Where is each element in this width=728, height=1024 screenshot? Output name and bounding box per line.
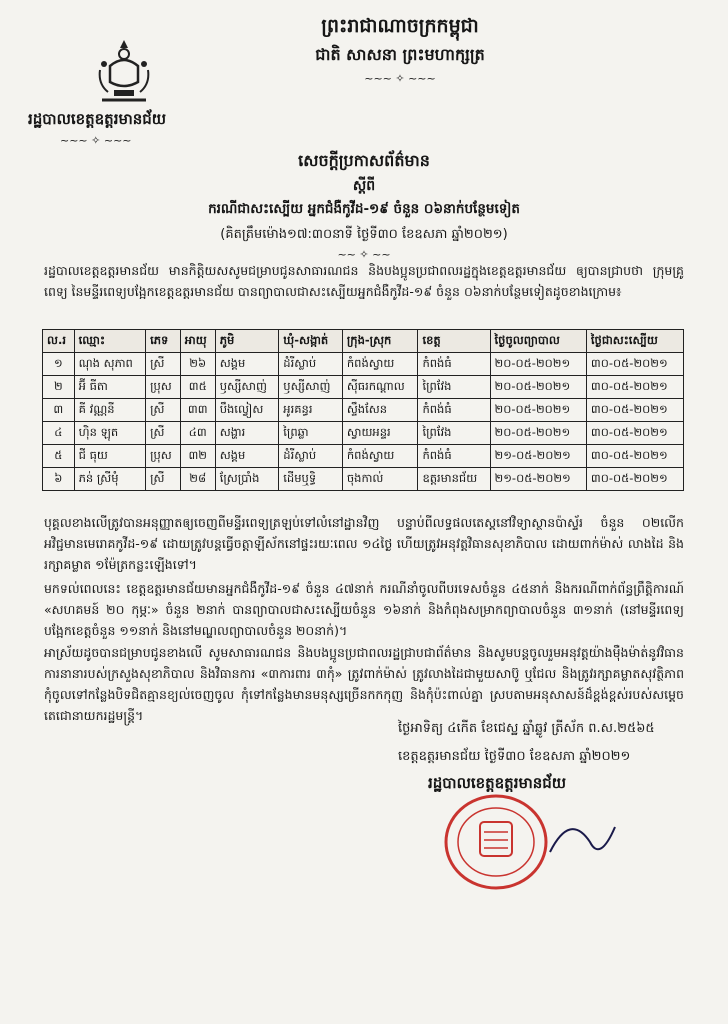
document-date-range: (គិតត្រឹមម៉ោង១៧:៣០នាទី ថ្ងៃទី៣០ ខែឧសភា ឆ្នាំ២០២១): [220, 227, 508, 242]
table-cell: អូរគន្ធរ: [279, 399, 343, 422]
col-header: ល.រ: [43, 330, 75, 353]
col-header: ឃុំ-សង្កាត់: [279, 330, 343, 353]
table-cell: ៦: [43, 468, 75, 491]
table-cell: ស្រី: [146, 468, 181, 491]
table-cell: ព្រៃឆ្លា: [279, 422, 343, 445]
table-cell: ២៨: [180, 468, 215, 491]
col-header: ខេត្ត: [418, 330, 490, 353]
col-header: ថ្ងៃជាសះស្បើយ: [586, 330, 683, 353]
royal-emblem-icon: [88, 36, 160, 108]
table-cell: កំពង់ស្វាយ: [342, 445, 418, 468]
col-header: ភេទ: [146, 330, 181, 353]
table-cell: ២៦: [180, 353, 215, 376]
col-header: ឈ្មោះ: [74, 330, 145, 353]
table-cell: បឹងល្វៀស: [215, 399, 279, 422]
table-cell: ២០-០៥-២០២១: [490, 422, 586, 445]
col-header: ក្រុង-ស្រុក: [342, 330, 418, 353]
lunar-date: ថ្ងៃអាទិត្យ ៤កើត ខែជេស្ឋ ឆ្នាំឆ្លូវ ត្រីស័ក ព.ស.២៥៦៥: [398, 721, 655, 736]
table-cell: ៣២: [180, 445, 215, 468]
issuing-office: រដ្ឋបាលខេត្តឧត្តរមានជ័យ: [28, 110, 167, 128]
table-cell: ៥: [43, 445, 75, 468]
table-cell: កំពង់ធំ: [418, 399, 490, 422]
table-cell: ស៊ីធរកណ្តាល: [342, 376, 418, 399]
table-cell: ២: [43, 376, 75, 399]
table-cell: ៣៣: [180, 399, 215, 422]
table-cell: ដំរីស្លាប់: [279, 445, 343, 468]
header-ornament: ~~~ ✧ ~~~: [364, 72, 436, 85]
table-cell: ព្រៃវែង: [418, 422, 490, 445]
col-header: អាយុ: [180, 330, 215, 353]
discharge-paragraph: បុគ្គលខាងលើត្រូវបានអនុញ្ញាតឲ្យចេញពីមន្ទីរពេទ្យត្រឡប់ទៅលំនៅដ្ឋានវិញ បន្ទាប់ពីលទ្ធផលតេស្តនៅវិទ្យាស្ថានប៉ាស្ទ័រ ចំនួន ០២លើក អវិជ្ជមានមេរោគកូវីដ-១៩ ដោយត្រូវបន្តធ្វើចត្តាឡីស័កនៅផ្ទះរយៈពេល ១៤ថ្ងៃ ហើយត្រូវអនុវត្តវិធានសុខាភិបាល ដោយពាក់ម៉ាស់ លាងដៃ និងរក្សាគម្លាត ១ម៉ែត្រកន្លះឡើងទៅ។: [44, 515, 684, 572]
table-cell: ស្ទឹងសែន: [342, 399, 418, 422]
signing-office: រដ្ឋបាលខេត្តឧត្តរមានជ័យ: [428, 774, 567, 792]
document-title: សេចក្តីប្រកាសព័ត៌មាន: [298, 151, 430, 170]
table-cell: ឫស្សីសាញ់: [215, 376, 279, 399]
table-cell: ២០-០៥-២០២១: [490, 376, 586, 399]
document-subject: ករណីជាសះស្បើយ អ្នកជំងឺកូវីដ-១៩ ចំនួន ០៦នាក់បន្ថែមទៀត: [208, 201, 520, 217]
table-cell: កំពង់ស្វាយ: [342, 353, 418, 376]
motto-heading: ជាតិ សាសនា ព្រះមហាក្សត្រ: [315, 45, 485, 64]
table-cell: សង្គម: [215, 353, 279, 376]
table-cell: កំពង់ធំ: [418, 353, 490, 376]
table-cell: ប្រុស: [146, 445, 181, 468]
table-cell: ឫស្សីសាញ់: [279, 376, 343, 399]
table-cell: ៤៣: [180, 422, 215, 445]
table-cell: ៣០-០៥-២០២១: [586, 422, 683, 445]
table-cell: សង្គម: [215, 445, 279, 468]
table-cell: ៤: [43, 422, 75, 445]
table-cell: ជី ធុយ: [74, 445, 145, 468]
table-cell: ១: [43, 353, 75, 376]
title-ornament: ~~ ✧ ~~: [337, 248, 391, 261]
document-about: ស្តីពី: [352, 178, 376, 194]
table-cell: ៣០-០៥-២០២១: [586, 399, 683, 422]
table-row: [43, 445, 684, 468]
table-cell: ស្រែប្រាំង: [215, 468, 279, 491]
table-cell: ៣០-០៥-២០២១: [586, 445, 683, 468]
table-cell: សង្ហារ: [215, 422, 279, 445]
table-cell: ២០-០៥-២០២១: [490, 353, 586, 376]
table-cell: ដើមឬទ្ធិ: [279, 468, 343, 491]
table-cell: ស្រី: [146, 353, 181, 376]
table-cell: ៣០-០៥-២០២១: [586, 376, 683, 399]
table-row: [43, 353, 684, 376]
intro-paragraph: រដ្ឋបាលខេត្តឧត្តរមានជ័យ មានកិត្តិយសសូមជម្រាបជូនសាធារណជន និងបងប្អូនប្រជាពលរដ្ឋក្នុងខេត្តឧត្តរមានជ័យ ឲ្យបានជ្រាបថា ក្រុមគ្រូពេទ្យ នៃមន្ទីរពេទ្យបង្អែកខេត្តឧត្តរមានជ័យ បានព្យាបាលជាសះស្បើយអ្នកជំងឺកូវីដ-១៩ ចំនួន ០៦នាក់បន្ថែមទៀតដូចខាងក្រោម៖: [44, 263, 684, 299]
official-seal-icon: [440, 792, 630, 892]
table-cell: ៣: [43, 399, 75, 422]
office-ornament: ~~~ ✧ ~~~: [60, 134, 132, 147]
table-cell: ២០-០៥-២០២១: [490, 399, 586, 422]
table-cell: អ៊ី ធីតា: [74, 376, 145, 399]
table-cell: ស្រី: [146, 399, 181, 422]
table-cell: កំពង់ធំ: [418, 445, 490, 468]
col-header: ថ្ងៃចូលព្យាបាល: [490, 330, 586, 353]
table-cell: ព្រៃវែង: [418, 376, 490, 399]
table-cell: ២១-០៥-២០២១: [490, 468, 586, 491]
table-cell: ៣០-០៥-២០២១: [586, 468, 683, 491]
table-cell: ប្រុស: [146, 376, 181, 399]
table-cell: ដំរីស្លាប់: [279, 353, 343, 376]
col-header: ភូមិ: [215, 330, 279, 353]
statistics-paragraph: មកទល់ពេលនេះ ខេត្តឧត្តរមានជ័យមានអ្នកជំងឺកូវីដ-១៩ ចំនួន ៤៧នាក់ ករណីនាំចូលពីបរទេសចំនួន ៤៥នាក់ និងករណីពាក់ព័ន្ធព្រឹត្តិការណ៍ «សហគមន៍ ២០ កុម្ភៈ» ចំនួន ២នាក់ បានព្យាបាលជាសះស្បើយចំនួន ១៦នាក់ និងកំពុងសម្រាកព្យាបាលចំនួន ៣១នាក់ (នៅមន្ទីរពេទ្យបង្អែកខេត្តចំនួន ១១នាក់ និងនៅមណ្ឌលព្យាបាលចំនួន ២០នាក់)។: [44, 581, 684, 638]
table-row: [43, 376, 684, 399]
solar-date: ខេត្តឧត្តរមានជ័យ ថ្ងៃទី៣០ ខែឧសភា ឆ្នាំ២០២១: [398, 749, 631, 764]
kingdom-heading: ព្រះរាជាណាចក្រកម្ពុជា: [321, 15, 479, 37]
table-cell: ភន់ ស្រីមុំ: [74, 468, 145, 491]
table-cell: ចុងកាល់: [342, 468, 418, 491]
table-cell: គី វណ្ណនី: [74, 399, 145, 422]
table-row: [43, 422, 684, 445]
table-header-row: [43, 330, 684, 353]
table-cell: ឧត្តរមានជ័យ: [418, 468, 490, 491]
table-cell: ២១-០៥-២០២១: [490, 445, 586, 468]
table-row: [43, 399, 684, 422]
table-cell: ហ៊ិន ឡុត: [74, 422, 145, 445]
table-cell: ស្វាយអន្ទរ: [342, 422, 418, 445]
table-cell: ៣០-០៥-២០២១: [586, 353, 683, 376]
table-cell: ស្រី: [146, 422, 181, 445]
table-row: [43, 468, 684, 491]
advice-paragraph: អាស្រ័យដូចបានជម្រាបជូនខាងលើ សូមសាធារណជន និងបងប្អូនប្រជាពលរដ្ឋជ្រាបជាព័ត៌មាន និងសូមបន្តចូលរួមអនុវត្តយ៉ាងម៉ឺងម៉ាត់នូវវិធានការនានារបស់ក្រសួងសុខាភិបាល និងវិធានការ «៣ការពារ ៣កុំ» ត្រូវពាក់ម៉ាស់ ត្រូវលាងដៃជាមួយសាប៊ូ ឬជែល និងត្រូវរក្សាគម្លាតសុវត្ថិភាព កុំចូលទៅកន្លែងបិទជិតគ្មានខ្យល់ចេញចូល កុំទៅកន្លែងមានមនុស្សច្រើនកកកុញ និងកុំប៉ះពាល់គ្នា ស្របតាមអនុសាសន៍ដ៏ខ្ពង់ខ្ពស់របស់សម្តេចតេជោនាយករដ្ឋមន្ត្រី។: [44, 645, 684, 723]
table-cell: ៣៥: [180, 376, 215, 399]
recovered-patients-table: [42, 329, 684, 491]
table-cell: ណុង សុភាព: [74, 353, 145, 376]
